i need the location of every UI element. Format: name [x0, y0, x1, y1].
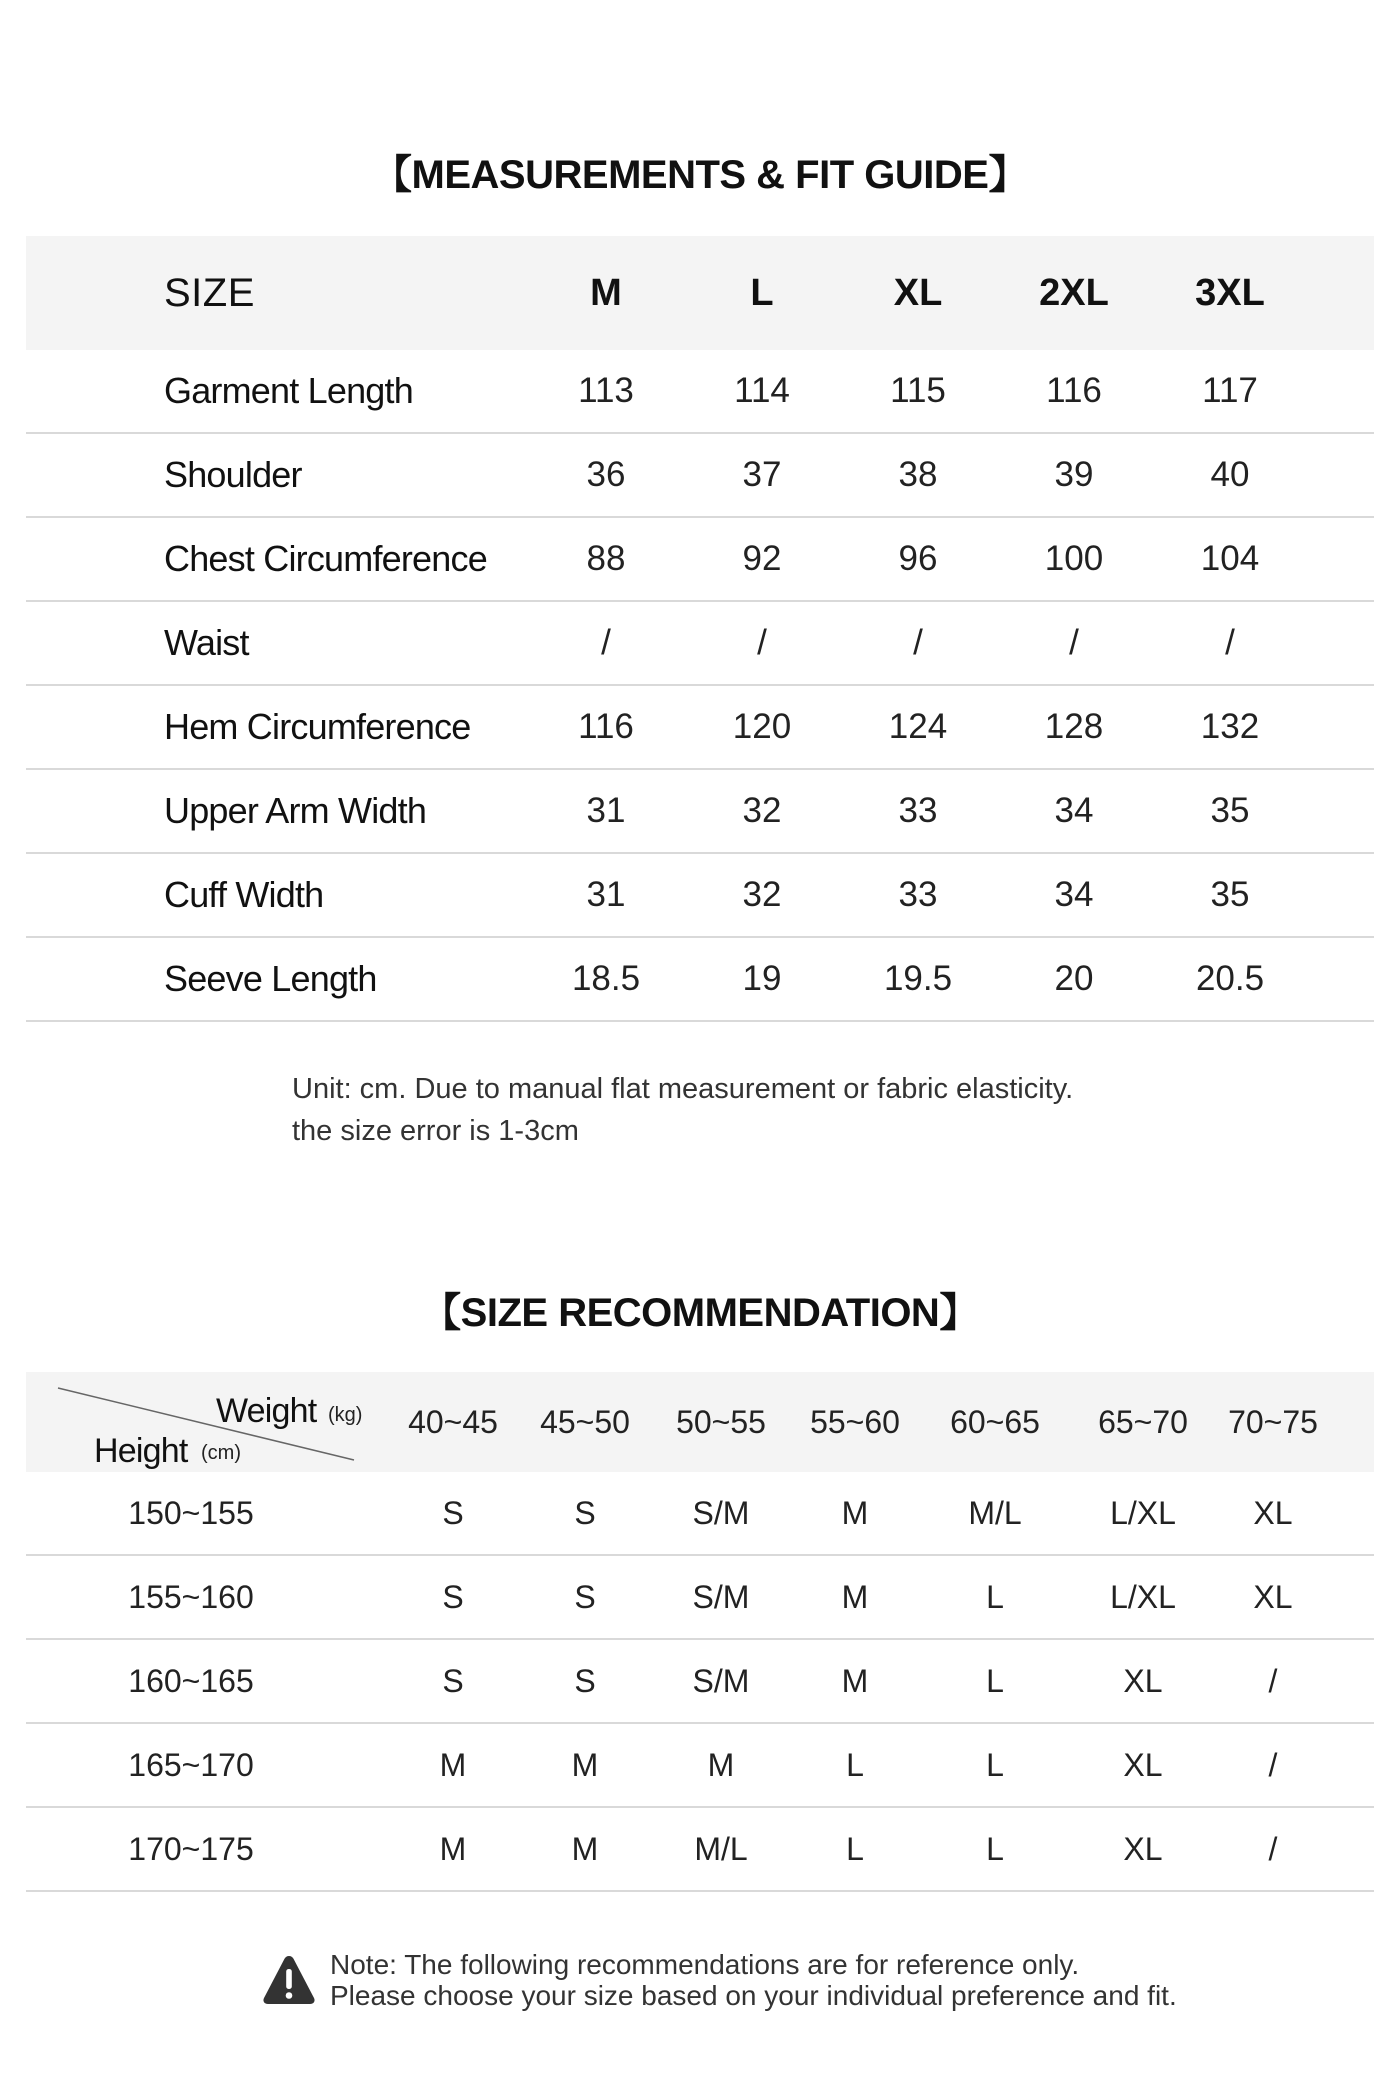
measurement-row	[26, 518, 1374, 602]
recommended-size: S	[442, 1494, 464, 1531]
recommended-size: XL	[1253, 1578, 1293, 1615]
measurement-value: /	[757, 623, 767, 662]
recommended-size: /	[1268, 1746, 1278, 1783]
measurement-row	[26, 938, 1374, 1022]
weight-header: 55~60	[810, 1403, 900, 1440]
recommended-size: M	[571, 1830, 599, 1867]
measurement-row	[26, 686, 1374, 770]
measurement-value: 100	[1044, 539, 1104, 578]
measurement-value: 20.5	[1195, 959, 1265, 998]
measurement-value: 115	[890, 371, 946, 410]
measurement-row	[26, 602, 1374, 686]
weight-header: 40~45	[408, 1403, 498, 1440]
recommended-size: M	[439, 1830, 467, 1867]
size-header-label: SIZE	[164, 270, 255, 315]
recommendation-title: 【SIZE RECOMMENDATION】	[421, 1291, 979, 1335]
measurement-value: 117	[1202, 371, 1258, 410]
recommended-size: S/M	[692, 1578, 750, 1615]
measurement-value: 132	[1200, 707, 1260, 746]
note-line1: Note: The following recommendations are for reference only.	[330, 1949, 1080, 1980]
measurement-value: /	[601, 623, 611, 662]
weight-unit: (kg)	[328, 1404, 363, 1426]
measurement-value: 128	[1044, 707, 1104, 746]
recommended-size: M	[439, 1746, 467, 1783]
recommended-size: L	[986, 1746, 1004, 1783]
recommended-size: S	[442, 1662, 464, 1699]
measurement-value: 33	[898, 791, 938, 830]
height-range: 155~160	[128, 1578, 254, 1615]
measurement-row	[26, 770, 1374, 854]
measurement-value: 37	[742, 455, 782, 494]
measurement-value: 34	[1054, 791, 1094, 830]
measurement-value: 88	[586, 539, 626, 578]
weight-header: 65~70	[1098, 1403, 1188, 1440]
weight-header: 50~55	[676, 1403, 766, 1440]
measurement-row	[26, 434, 1374, 518]
measurement-value: 38	[898, 455, 938, 494]
recommended-size: L/XL	[1110, 1578, 1176, 1615]
measurement-value: 36	[586, 455, 626, 494]
measurement-value: 19	[742, 959, 782, 998]
recommended-size: M	[571, 1746, 599, 1783]
recommended-size: S/M	[692, 1662, 750, 1699]
recommendation-note	[262, 1948, 1177, 2012]
size-header-2xl: 2XL	[1039, 271, 1109, 314]
measurement-value: 96	[898, 539, 938, 578]
measurements-header-row	[26, 236, 1374, 350]
recommended-size: M/L	[694, 1830, 748, 1867]
recommended-size: S	[574, 1494, 596, 1531]
measurement-value: 92	[742, 539, 782, 578]
size-header-xl: XL	[893, 271, 943, 314]
size-header-l: L	[750, 271, 774, 314]
measurement-value: 31	[586, 791, 626, 830]
measurement-value: 116	[1046, 371, 1102, 410]
note-line2: Please choose your size based on your individual preference and fit.	[330, 1980, 1177, 2011]
recommended-size: /	[1268, 1830, 1278, 1867]
measurement-label: Seeve Length	[164, 958, 377, 999]
recommendation-row	[26, 1724, 1374, 1808]
unit-note-line2: the size error is 1-3cm	[292, 1115, 579, 1147]
warning-icon	[262, 1954, 316, 2006]
measurement-row	[26, 350, 1374, 434]
height-range: 165~170	[128, 1746, 254, 1783]
measurement-value: 32	[742, 875, 782, 914]
unit-note	[292, 1068, 1073, 1152]
recommended-size: XL	[1123, 1746, 1163, 1783]
weight-header: 70~75	[1228, 1403, 1318, 1440]
recommended-size: M	[841, 1494, 869, 1531]
measurement-row	[26, 854, 1374, 938]
recommended-size: L	[986, 1662, 1004, 1699]
recommended-size: S	[574, 1662, 596, 1699]
recommended-size: S/M	[692, 1494, 750, 1531]
recommended-size: /	[1268, 1662, 1278, 1699]
measurement-value: 34	[1054, 875, 1094, 914]
measurements-table	[26, 236, 1374, 1022]
height-range: 150~155	[128, 1494, 254, 1531]
recommendation-header-row	[26, 1372, 1374, 1472]
measurement-value: 40	[1210, 455, 1250, 494]
measurement-value: 31	[586, 875, 626, 914]
weight-label: Weight	[216, 1392, 317, 1430]
recommended-size: S	[442, 1578, 464, 1615]
measurement-label: Shoulder	[164, 454, 302, 495]
measurement-label: Hem Circumference	[164, 706, 471, 747]
recommended-size: L	[846, 1746, 864, 1783]
height-unit: (cm)	[201, 1442, 241, 1464]
unit-note-line1: Unit: cm. Due to manual flat measurement or fabric elasticity.	[292, 1073, 1074, 1105]
measurement-value: 124	[888, 707, 948, 746]
measurement-value: /	[913, 623, 923, 662]
height-range: 160~165	[128, 1662, 254, 1699]
measurement-label: Garment Length	[164, 370, 413, 411]
recommendation-table	[26, 1372, 1374, 1892]
recommended-size: XL	[1123, 1830, 1163, 1867]
weight-header: 45~50	[540, 1403, 630, 1440]
recommended-size: XL	[1123, 1662, 1163, 1699]
recommendation-row	[26, 1556, 1374, 1640]
recommendation-row	[26, 1640, 1374, 1724]
measurement-value: /	[1069, 623, 1079, 662]
height-label: Height	[94, 1432, 188, 1470]
recommended-size: M	[841, 1578, 869, 1615]
measurement-label: Upper Arm Width	[164, 790, 427, 831]
measurement-value: 20	[1054, 959, 1094, 998]
measurement-value: 39	[1054, 455, 1094, 494]
measurement-value: 114	[734, 371, 790, 410]
measurement-label: Waist	[164, 622, 249, 663]
recommendation-row	[26, 1808, 1374, 1892]
size-header-m: M	[590, 271, 622, 314]
recommended-size: L	[986, 1578, 1004, 1615]
recommended-size: S	[574, 1578, 596, 1615]
recommended-size: L/XL	[1110, 1494, 1176, 1531]
recommended-size: M	[841, 1662, 869, 1699]
height-range: 170~175	[128, 1830, 254, 1867]
measurement-value: 35	[1210, 791, 1250, 830]
weight-height-corner	[56, 1382, 363, 1470]
recommended-size: M	[707, 1746, 735, 1783]
measurement-label: Chest Circumference	[164, 538, 487, 579]
measurement-value: 120	[732, 707, 792, 746]
recommended-size: L	[986, 1830, 1004, 1867]
weight-header: 60~65	[950, 1403, 1040, 1440]
measurement-value: 113	[578, 371, 634, 410]
recommendation-row	[26, 1472, 1374, 1556]
measurement-value: 33	[898, 875, 938, 914]
measurement-value: 32	[742, 791, 782, 830]
recommended-size: L	[846, 1830, 864, 1867]
measurement-value: 19.5	[883, 959, 953, 998]
measurements-title: 【MEASUREMENTS & FIT GUIDE】	[372, 153, 1028, 197]
size-header-3xl: 3XL	[1195, 271, 1265, 314]
measurement-value: 35	[1210, 875, 1250, 914]
measurement-value: 18.5	[571, 959, 641, 998]
recommended-size: M/L	[968, 1494, 1022, 1531]
measurement-value: 116	[578, 707, 634, 746]
measurement-value: /	[1225, 623, 1235, 662]
measurement-value: 104	[1200, 539, 1260, 578]
measurement-label: Cuff Width	[164, 874, 324, 915]
recommended-size: XL	[1253, 1494, 1293, 1531]
